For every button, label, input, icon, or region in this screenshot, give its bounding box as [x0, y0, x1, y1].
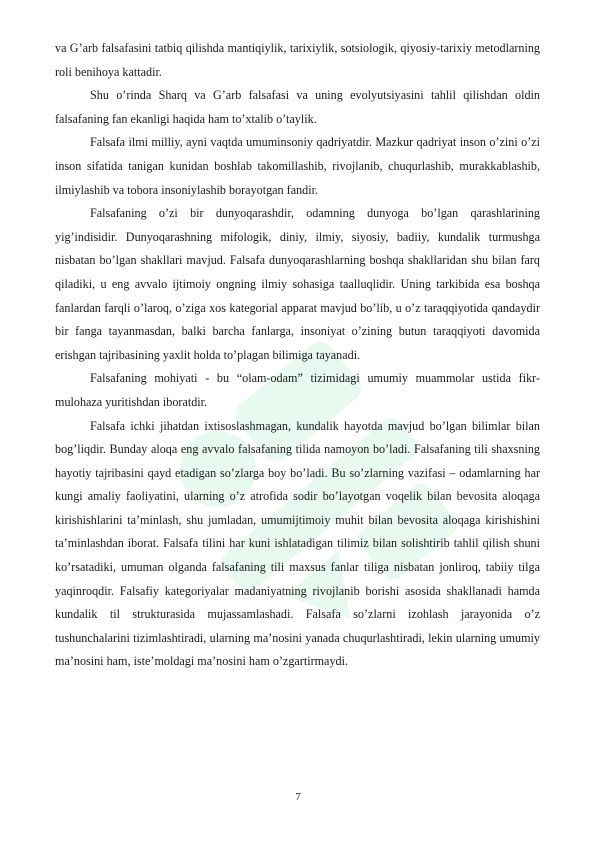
paragraph: Falsafaning o’zi bir dunyoqarashdir, odamning dunyoga bo’lgan qarashlarining yig’indisidir. Dunyoqarashning mifologik, diniy, ilmiy, siyosiy, badiiy, kundalik turmushga nisbatan bo’lgan shakllari mavjud. Falsafa dunyoqarashlarning boshqa shakllaridan shu bilan farq qiladiki, u eng avvalo ijtimoiy ongning ilmiy sohasiga taalluqlidir. Uning tarkibida esa boshqa fanlardan farqli o’laroq, o’ziga xos kategorial apparat mavjud bo’lib, u o’z taraqqiyotida qandaydir bir fanga tayanmasdan, balki barcha fanlarga, insoniyat o’zining butun taraqqiyoti davomida erishgan tajribasining yaxlit holda to’plagan bilimiga tayanadi. — [55, 206, 540, 362]
paragraph: va G’arb falsafasini tatbiq qilishda mantiqiylik, tarixiylik, sotsiologik, qiyosiy-tarixiy metodlarning roli benihoya kattadir. — [55, 41, 540, 79]
paragraph: Falsafa ichki jihatdan ixtisoslashmagan, kundalik hayotda mavjud bo’lgan bilimlar bilan bog’liqdir. Bunday aloqa eng avvalo falsafaning tilida namoyon bo’ladi. Falsafaning tili shaxsning hayotiy tajribasini qayd etadigan so’zlarga boy bo’ladi. Bu so’zlarning vazifasi – odamlarning har kungi amaliy faoliyatini, ularning o’z atrofida sodir bo’layotgan voqelik bilan bevosita aloqaga kirishishlarini ta’minlash, shu jumladan, umumijtimoiy muhit bilan bevosita aloqaga kirishishini ta’minlashdan iborat. Falsafa tilini har kuni ishlatadigan tilimiz bilan solishtirib tahlil qilish shuni ko’rsatadiki, umuman olganda falsafaning tili maxsus fanlar tiliga nisbatan jonliroq, tabiiy tilga yaqinroqdir. Falsafiy kategoriyalar madaniyatning rivojlanib borishi asosida shakllanadi hamda kundalik til strukturasida mujassamlashadi. Falsafa so’zlarni izohlash jarayonida o’z tushunchalarini tizimlashtiradi, ularning ma’nosini yanada chuqurlashtiradi, lekin ularning umumiy ma’nosini ham, iste’moldagi ma’nosini ham o’zgartirmaydi. — [55, 418, 540, 669]
paragraph: Shu o’rinda Sharq va G’arb falsafasi va uning evolyutsiyasini tahlil qilishdan oldin falsafaning fan ekanligi haqida ham to’xtalib o’taylik. — [55, 88, 540, 126]
paragraph: Falsafa ilmi milliy, ayni vaqtda umuminsoniy qadriyatdir. Mazkur qadriyat inson o’zini o’zi inson sifatida tanigan kunidan boshlab takomillashib, rivojlanib, chuqurlashib, murakkablashib, ilmiylashib va tobora insoniylashib borayotgan fandir. — [55, 135, 540, 197]
paragraph: Falsafaning mohiyati - bu “olam-odam” tizimidagi umumiy muammolar ustida fikr-mulohaza yuritishdan iboratdir. — [55, 371, 540, 409]
page-number: 7 — [295, 791, 301, 803]
body-text — [55, 37, 540, 674]
